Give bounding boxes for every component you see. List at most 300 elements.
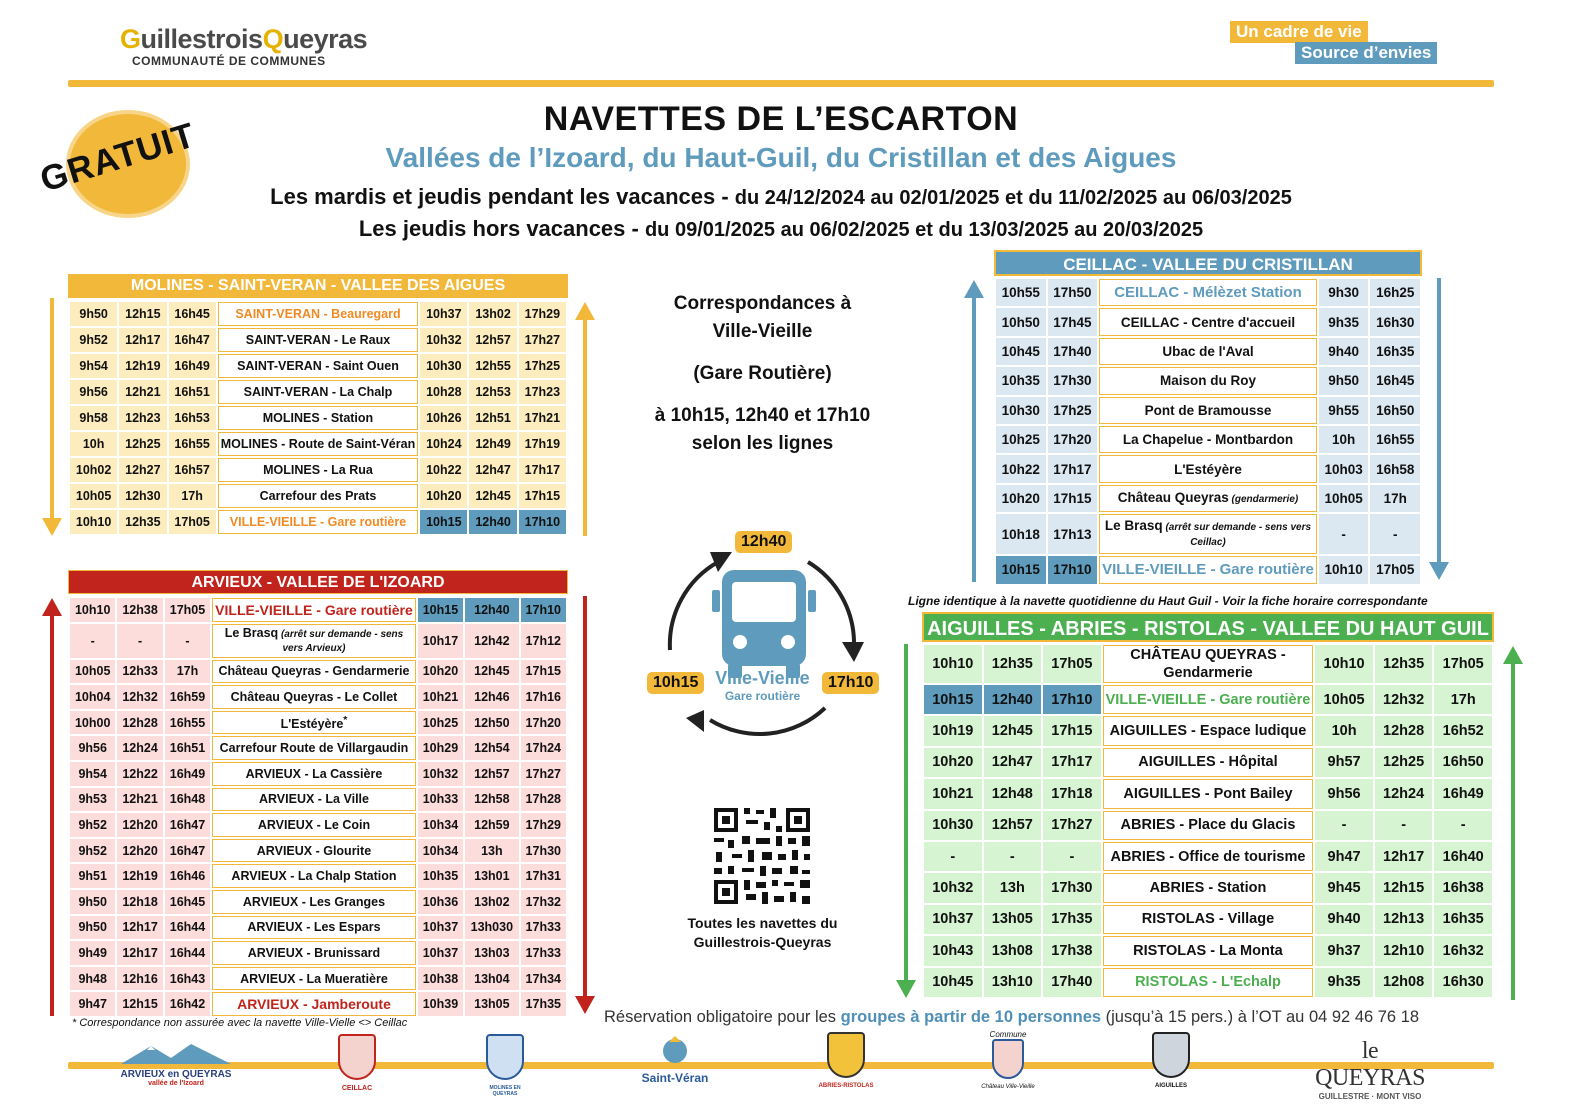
time-cell: 12h10 [1375,936,1433,965]
header-divider [68,80,1494,87]
time-cell: 16h42 [165,992,210,1016]
time-cell: 12h15 [117,992,162,1016]
table-row [70,598,566,622]
time-cell: 16h25 [1370,279,1420,306]
qr-caption-line-2: Guillestrois-Queyras [693,934,832,950]
stop-name [1099,485,1317,512]
logo-aiguilles-text: AIGUILLES [1154,1083,1187,1089]
aiguilles-section [922,612,1494,999]
time-cell: 16h45 [165,890,210,914]
time-cell: 13h10 [984,968,1042,997]
stop-label: ARVIEUX - Les Granges [242,894,386,909]
time-cell: - [1434,811,1492,840]
table-row [70,354,566,378]
time-cell: 9h47 [1315,842,1373,871]
arvieux-down-arrow-icon [573,596,597,1018]
time-cell: 16h30 [1370,308,1420,335]
time-cell: 12h17 [117,916,162,940]
time-cell: 17h [165,660,210,684]
bus-cycle-diagram [640,530,890,750]
time-cell: 17h40 [1043,968,1101,997]
time-cell: 10h10 [1315,645,1373,683]
time-cell: 12h27 [119,458,166,482]
time-cell: 17h23 [519,380,566,404]
stop-name: AIGUILLES - Hôpital [1103,748,1314,777]
time-cell: 10h32 [420,328,467,352]
stop-name: SAINT-VERAN - Le Raux [218,328,418,352]
logo-arvieux [115,1042,237,1087]
time-cell: 17h38 [1043,936,1101,965]
corr-line-2: Ville-Vieille [712,321,813,342]
time-cell: 12h17 [1375,842,1433,871]
time-cell: - [984,842,1042,871]
time-cell: 13h02 [465,890,518,914]
time-cell: 12h46 [465,685,518,709]
table-row [70,380,566,404]
time-cell: 12h30 [119,484,166,508]
time-cell: - [117,624,162,658]
time-cell: - [924,842,982,871]
logo-guillestrois-queyras: GuillestroisQueyras [120,24,368,54]
time-cell: - [1319,514,1369,554]
stop-name: MOLINES - Route de Saint-Véran [218,432,418,456]
time-cell: 10h15 [996,556,1046,583]
time-cell: 13h08 [984,936,1042,965]
stop-name [1099,279,1317,306]
molines-up-arrow-icon [573,300,597,540]
time-cell: 9h48 [70,967,115,991]
table-row [924,716,1492,745]
time-cell: 17h30 [521,839,566,863]
stop-label: ARVIEUX - Le Coin [257,817,371,832]
time-cell: 17h33 [521,941,566,965]
stop-name [212,967,416,991]
time-cell: 12h18 [117,890,162,914]
time-cell: 10h36 [418,890,463,914]
molines-timetable [68,300,568,536]
time-cell: 9h54 [70,354,117,378]
stop-name [212,624,416,658]
table-row [70,736,566,760]
stop-label: CEILLAC - Centre d'accueil [1120,314,1296,330]
time-cell: 13h [465,839,518,863]
aiguilles-timetable [922,643,1494,999]
stop-name [1099,514,1317,554]
table-row [996,397,1420,424]
time-cell: 17h05 [165,598,210,622]
aiguilles-title: AIGUILLES - ABRIES - RISTOLAS - VALLEE DU HAUT GUIL [922,612,1494,642]
time-cell: 9h35 [1315,968,1373,997]
time-cell: 16h32 [1434,936,1492,965]
stop-name: ABRIES - Place du Glacis [1103,811,1314,840]
time-cell: 10h17 [418,624,463,658]
time-cell: 10h [70,432,117,456]
corr-line-4: à 10h15, 12h40 et 17h10 [654,405,871,426]
time-cell: 17h30 [1048,367,1098,394]
time-cell: 17h05 [169,510,216,534]
table-row [70,941,566,965]
logo-arvieux-text: ARVIEUX en QUEYRAS [120,1069,232,1080]
table-row [70,967,566,991]
table-row [70,839,566,863]
time-cell: 17h16 [521,685,566,709]
time-cell: 12h20 [117,839,162,863]
slogan-tag-1: Un cadre de vie [1230,21,1368,43]
arvieux-section [68,570,568,1018]
time-cell: 12h55 [469,354,516,378]
cycle-time-top: 12h40 [735,531,792,553]
table-row [70,685,566,709]
table-row [70,864,566,888]
time-cell: 10h20 [420,484,467,508]
time-cell: 12h57 [469,328,516,352]
time-cell: 16h50 [1370,397,1420,424]
time-cell: 9h50 [1319,367,1369,394]
time-cell: 12h22 [117,762,162,786]
time-cell: 12h13 [1375,905,1433,934]
stop-label: ARVIEUX - Brunissard [247,945,381,960]
time-cell: 13h05 [465,992,518,1016]
time-cell: - [165,624,210,658]
time-cell: 16h59 [165,685,210,709]
qr-code[interactable] [712,806,812,906]
stop-name [1099,308,1317,335]
table-row [996,556,1420,583]
time-cell: 12h49 [469,432,516,456]
logo-subtitle: COMMUNAUTÉ DE COMMUNES [132,54,326,68]
aiguilles-up-arrow-icon [1501,644,1525,1002]
stop-name: ABRIES - Office de tourisme [1103,842,1314,871]
time-cell: 12h57 [465,762,518,786]
time-cell: 10h35 [996,367,1046,394]
cycle-time-right: 17h10 [822,672,879,694]
time-cell: 16h40 [1434,842,1492,871]
time-cell: 16h46 [165,864,210,888]
time-cell: 17h15 [1048,485,1098,512]
time-cell: 10h24 [420,432,467,456]
time-cell: 13h04 [465,967,518,991]
table-row [924,936,1492,965]
stop-label: Le Brasq [224,625,279,640]
time-cell: 12h45 [469,484,516,508]
time-cell: 12h45 [984,716,1042,745]
table-row [924,685,1492,714]
stop-name [212,598,416,622]
time-cell: 12h47 [469,458,516,482]
time-cell: 9h56 [70,736,115,760]
table-row [70,484,566,508]
time-cell: 10h26 [420,406,467,430]
stop-name [212,788,416,812]
stop-label: VILLE-VIEILLE - Gare routière [215,601,413,618]
table-row [996,455,1420,482]
table-row [924,842,1492,871]
time-cell: 16h52 [1434,716,1492,745]
time-cell: 17h25 [1048,397,1098,424]
footnote: * Correspondance non assurée avec la navette Ville-Vielle <> Ceillac [72,1017,408,1029]
stop-note: (arrêt sur demande - sens vers Ceillac) [1162,522,1312,549]
time-cell: 12h17 [119,328,166,352]
time-cell: 10h35 [418,864,463,888]
time-cell: 9h50 [70,890,115,914]
logo-chateau [972,1030,1044,1090]
logo-molines [480,1034,530,1097]
stop-name: CHÂTEAU QUEYRAS - Gendarmerie [1103,645,1314,683]
time-cell: 12h24 [117,736,162,760]
logo-saint-veran-text: Saint-Véran [641,1071,709,1085]
time-cell: 10h45 [996,338,1046,365]
time-cell: 16h49 [169,354,216,378]
stop-label: La Chapelue - Montbardon [1122,432,1294,448]
time-cell: 12h20 [117,813,162,837]
time-cell: 17h27 [521,762,566,786]
time-cell: 10h [1315,716,1373,745]
time-cell: 10h33 [418,788,463,812]
stop-label: Ubac de l'Aval [1162,343,1254,359]
time-cell: 12h28 [1375,716,1433,745]
time-cell: 12h42 [465,624,518,658]
cycle-time-left: 10h15 [647,672,704,694]
time-cell: 10h20 [924,748,982,777]
time-cell: 17h10 [1048,556,1098,583]
time-cell: 16h35 [1434,905,1492,934]
bus-icon [712,570,816,678]
stop-note: (gendarmerie) [1228,494,1299,506]
time-cell: 17h30 [1043,873,1101,902]
table-row [924,873,1492,902]
mountain-icon [121,1042,231,1064]
table-row [70,992,566,1016]
time-cell: 17h35 [521,992,566,1016]
time-cell: 17h33 [521,916,566,940]
arvieux-up-arrow-icon [40,596,64,1018]
time-cell: 10h25 [418,711,463,735]
logo-abries [816,1032,876,1089]
time-cell: - [1043,842,1101,871]
molines-crest-icon [486,1034,524,1080]
time-cell: 16h49 [165,762,210,786]
time-cell: 16h30 [1434,968,1492,997]
stop-name [212,864,416,888]
qr-caption [660,914,865,952]
stop-name [1099,455,1317,482]
table-row [70,788,566,812]
time-cell: 16h43 [165,967,210,991]
time-cell: 12h57 [984,811,1042,840]
stop-name [1099,338,1317,365]
time-cell: 10h30 [924,811,982,840]
table-row [70,916,566,940]
time-cell: 10h00 [70,711,115,735]
time-cell: 17h17 [1048,455,1098,482]
time-cell: 12h17 [117,941,162,965]
time-cell: 17h17 [519,458,566,482]
stop-label: ARVIEUX - La Ville [258,792,369,807]
time-cell: 17h05 [1434,645,1492,683]
time-cell: 10h28 [420,380,467,404]
time-cell: 17h10 [519,510,566,534]
stop-name: SAINT-VERAN - Saint Ouen [218,354,418,378]
time-cell: 10h15 [420,510,467,534]
time-cell: 17h35 [1043,905,1101,934]
time-cell: - [1375,811,1433,840]
time-cell: 12h47 [984,748,1042,777]
stop-label: CEILLAC - Mélèzet Station [1114,284,1302,302]
time-cell: 9h47 [70,992,115,1016]
time-cell: 10h18 [996,514,1046,554]
ceillac-timetable [994,277,1422,586]
stop-name [212,711,416,735]
time-cell: 9h30 [1319,279,1369,306]
stop-name [212,660,416,684]
haut-guil-note: Ligne identique à la navette quotidienne du Haut Guil - Voir la fiche horaire correspondante [908,594,1428,608]
reservation-notice: Réservation obligatoire pour les groupes à partir de 10 personnes (jusqu’à 15 pers.) à l’OT au 04 92 46 76 18 [604,1008,1420,1026]
time-cell: 10h39 [418,992,463,1016]
stop-name: RISTOLAS - Village [1103,905,1314,934]
time-cell: 13h [984,873,1042,902]
time-cell: 12h33 [117,660,162,684]
stop-name: ABRIES - Station [1103,873,1314,902]
time-cell: 9h35 [1319,308,1369,335]
molines-down-arrow-icon [40,298,64,538]
arvieux-timetable [68,596,568,1018]
table-row [70,890,566,914]
time-cell: 13h01 [465,864,518,888]
table-row [70,510,566,534]
time-cell: 17h45 [1048,308,1098,335]
corr-line-3: (Gare Routière) [693,363,832,384]
stop-name [1099,367,1317,394]
time-cell: 10h10 [70,510,117,534]
time-cell: 10h29 [418,736,463,760]
table-row [924,811,1492,840]
time-cell: 10h15 [924,685,982,714]
time-cell: 9h57 [1315,748,1373,777]
time-cell: 16h44 [165,941,210,965]
time-cell: 17h28 [521,788,566,812]
time-cell: 16h55 [169,432,216,456]
stop-label: ARVIEUX - La Mueratière [240,971,388,986]
time-cell: 16h57 [169,458,216,482]
time-cell: 17h10 [1043,685,1101,714]
time-cell: 10h22 [996,455,1046,482]
time-cell: 12h35 [119,510,166,534]
table-row [996,308,1420,335]
stop-label: ARVIEUX - La Cassière [245,766,383,781]
abries-crest-icon [827,1032,865,1078]
logo-saint-veran [632,1036,718,1085]
time-cell: 17h40 [1048,338,1098,365]
stop-label: ARVIEUX - Jamberoute [237,996,391,1013]
time-cell: 9h54 [70,762,115,786]
time-cell: 10h45 [924,968,982,997]
time-cell: 17h24 [521,736,566,760]
time-cell: 10h38 [418,967,463,991]
stop-name [212,890,416,914]
table-row [924,779,1492,808]
stop-name [1099,397,1317,424]
table-row [70,328,566,352]
stop-name: VILLE-VIEILLE - Gare routière [1103,685,1314,714]
time-cell: 12h48 [984,779,1042,808]
molines-section [68,274,568,536]
time-cell: 17h25 [519,354,566,378]
time-cell: 10h21 [418,685,463,709]
logo-ceillac [335,1034,379,1092]
logo-chateau-text: Château Ville-Vieille [981,1084,1035,1090]
time-cell: 10h37 [418,916,463,940]
time-cell: 17h10 [521,598,566,622]
stop-label: VILLE-VIEILLE - Gare routière [1102,561,1314,579]
ceillac-section [994,250,1422,586]
ceillac-up-arrow-icon [962,278,986,584]
stop-label: Maison du Roy [1159,373,1256,389]
time-cell: 12h25 [119,432,166,456]
time-cell: 17h27 [519,328,566,352]
time-cell: 17h12 [521,624,566,658]
time-cell: 16h47 [169,328,216,352]
time-cell: 17h05 [1370,556,1420,583]
table-row [70,711,566,735]
time-cell: - [1315,811,1373,840]
corr-line-1: Correspondances à [673,293,852,314]
ceillac-crest-icon [338,1034,376,1080]
qr-caption-line-1: Toutes les navettes du [687,915,838,931]
time-cell: 13h03 [465,941,518,965]
time-cell: 17h32 [521,890,566,914]
time-cell: 16h45 [1370,367,1420,394]
stop-name: AIGUILLES - Espace ludique [1103,716,1314,745]
stop-label: Le Brasq [1104,518,1163,534]
stop-name [212,762,416,786]
time-cell: 9h52 [70,328,117,352]
aiguilles-down-arrow-icon [894,644,918,1002]
stop-label: L'Estéyère [1174,461,1242,477]
time-cell: 12h15 [1375,873,1433,902]
cycle-station-sub: Gare routière [724,689,801,703]
time-cell: 10h05 [70,484,117,508]
table-row [70,624,566,658]
time-cell: 17h29 [519,302,566,326]
time-cell: 12h32 [117,685,162,709]
time-cell: 17h [1370,485,1420,512]
logo-ceillac-text: CEILLAC [341,1085,373,1092]
ceillac-title: CEILLAC - VALLEE DU CRISTILLAN [994,250,1422,276]
table-row [70,813,566,837]
stop-name: SAINT-VERAN - Beauregard [218,302,418,326]
time-cell: 10h50 [996,308,1046,335]
time-cell: 17h34 [521,967,566,991]
time-cell: 13h05 [984,905,1042,934]
time-cell: 17h13 [1048,514,1098,554]
time-cell: 16h48 [165,788,210,812]
stop-name [212,839,416,863]
time-cell: 10h05 [1319,485,1369,512]
time-cell: 16h45 [169,302,216,326]
time-cell: 12h24 [1375,779,1433,808]
time-cell: 12h28 [117,711,162,735]
table-row [70,406,566,430]
time-cell: 12h45 [465,660,518,684]
table-row [996,367,1420,394]
time-cell: 10h43 [924,936,982,965]
gratuit-label: GRATUIT [35,115,200,200]
time-cell: 16h35 [1370,338,1420,365]
time-cell: 12h32 [1375,685,1433,714]
table-row [70,302,566,326]
time-cell: 10h55 [996,279,1046,306]
time-cell: 10h22 [420,458,467,482]
